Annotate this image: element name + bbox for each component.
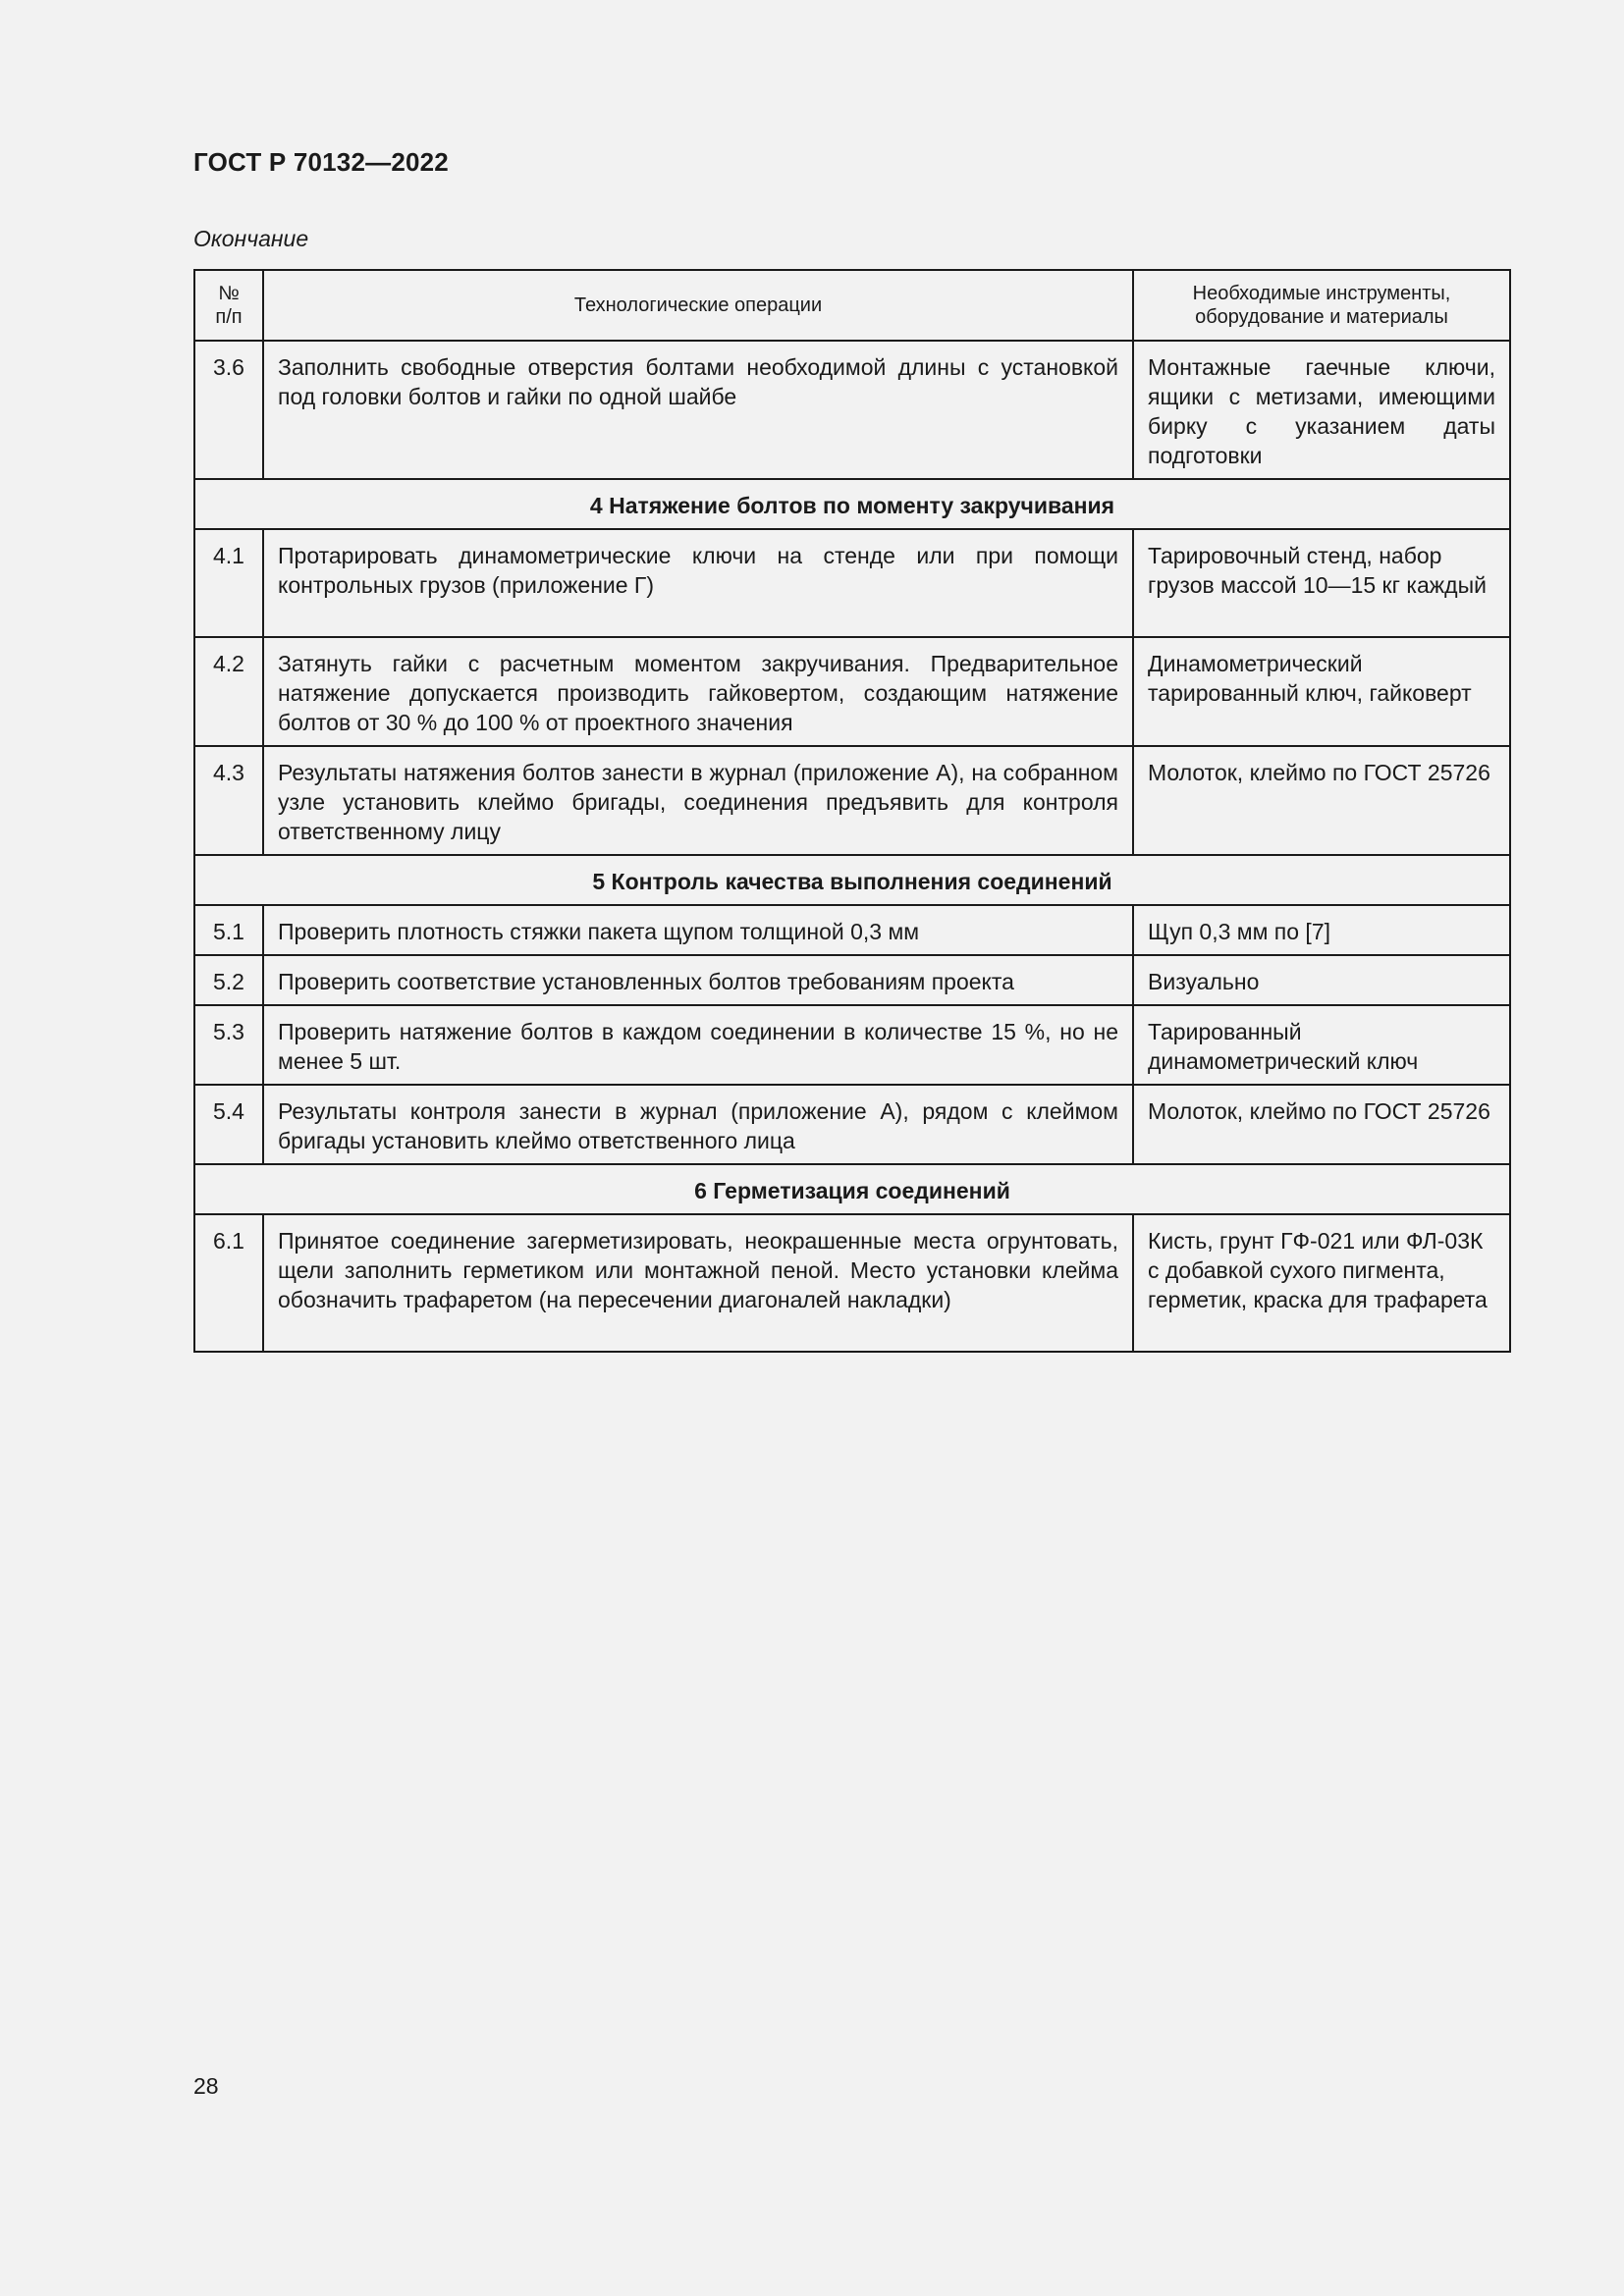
section-title: 4 Натяжение болтов по моменту закручивания	[194, 479, 1510, 529]
table-row	[194, 955, 1510, 1005]
row-operation: Проверить соответствие установленных болтов требованиям проекта	[263, 955, 1133, 1005]
row-tools: Кисть, грунт ГФ-021 или ФЛ-03К с добавкой сухого пигмента, герметик, краска для трафарета	[1133, 1214, 1510, 1352]
table-row	[194, 746, 1510, 855]
row-tools: Молоток, клеймо по ГОСТ 25726	[1133, 746, 1510, 855]
row-number: 3.6	[194, 341, 263, 479]
row-number: 4.1	[194, 529, 263, 637]
table-header-row	[194, 270, 1510, 341]
row-tools: Монтажные гаечные ключи, ящики с метизами, имеющими бирку с указанием даты подготовки	[1133, 341, 1510, 479]
table-continuation-caption: Окончание	[193, 226, 309, 251]
row-tools: Тарировочный стенд, набор грузов массой 10—15 кг каждый	[1133, 529, 1510, 637]
table-row	[194, 637, 1510, 746]
operations-table	[193, 269, 1511, 1353]
document-code: ГОСТ Р 70132—2022	[193, 147, 449, 177]
row-tools: Динамометрический тарированный ключ, гайковерт	[1133, 637, 1510, 746]
row-tools: Молоток, клеймо по ГОСТ 25726	[1133, 1085, 1510, 1164]
row-operation: Проверить натяжение болтов в каждом соединении в количестве 15 %, но не менее 5 шт.	[263, 1005, 1133, 1085]
row-operation: Протарировать динамометрические ключи на стенде или при помощи контрольных грузов (приложение Г)	[263, 529, 1133, 637]
table-row	[194, 341, 1510, 479]
section-title: 5 Контроль качества выполнения соединений	[194, 855, 1510, 905]
row-number: 5.1	[194, 905, 263, 955]
row-tools: Щуп 0,3 мм по [7]	[1133, 905, 1510, 955]
row-number: 4.3	[194, 746, 263, 855]
table-row	[194, 1214, 1510, 1352]
row-number: 4.2	[194, 637, 263, 746]
table-row	[194, 1005, 1510, 1085]
table-row	[194, 529, 1510, 637]
section-row	[194, 479, 1510, 529]
row-operation: Принятое соединение загерметизировать, неокрашенные места огрунтовать, щели заполнить герметиком или монтажной пеной. Место установки клейма обозначить трафаретом (на пересечении диагоналей накладки)	[263, 1214, 1133, 1352]
table-row	[194, 1085, 1510, 1164]
page-number: 28	[193, 2073, 219, 2099]
row-operation: Проверить плотность стяжки пакета щупом толщиной 0,3 мм	[263, 905, 1133, 955]
row-tools: Тарированный динамометрический ключ	[1133, 1005, 1510, 1085]
row-operation: Заполнить свободные отверстия болтами необходимой длины с установкой под головки болтов и гайки по одной шайбе	[263, 341, 1133, 479]
row-operation: Результаты контроля занести в журнал (приложение А), рядом с клеймом бригады установить клеймо ответственного лица	[263, 1085, 1133, 1164]
row-number: 6.1	[194, 1214, 263, 1352]
header-number: № п/п	[194, 270, 263, 341]
header-tools: Необходимые инструменты, оборудование и материалы	[1133, 270, 1510, 341]
row-number: 5.2	[194, 955, 263, 1005]
row-tools: Визуально	[1133, 955, 1510, 1005]
row-number: 5.4	[194, 1085, 263, 1164]
row-number: 5.3	[194, 1005, 263, 1085]
header-operations: Технологические операции	[263, 270, 1133, 341]
row-operation: Результаты натяжения болтов занести в журнал (приложение А), на собранном узле установить клеймо бригады, соединения предъявить для контроля ответственному лицу	[263, 746, 1133, 855]
table-row	[194, 905, 1510, 955]
section-row	[194, 1164, 1510, 1214]
section-title: 6 Герметизация соединений	[194, 1164, 1510, 1214]
row-operation: Затянуть гайки с расчетным моментом закручивания. Предварительное натяжение допускается производить гайковертом, создающим натяжение болтов от 30 % до 100 % от проектного значения	[263, 637, 1133, 746]
section-row	[194, 855, 1510, 905]
